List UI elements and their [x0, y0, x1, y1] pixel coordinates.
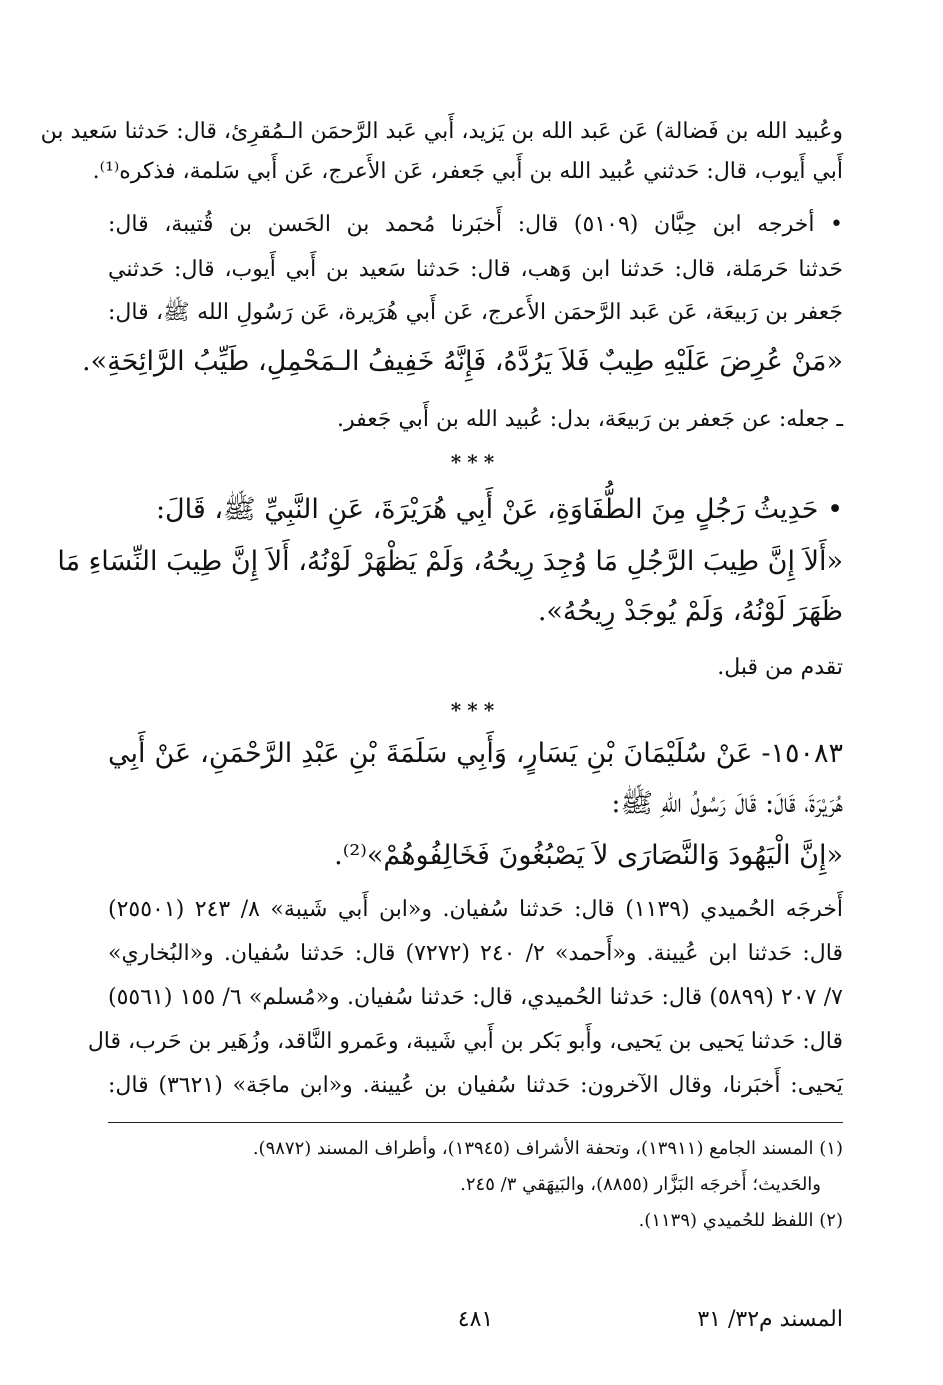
- body-line-18: قال: حَدثنا يَحيى بن يَحيى، وأَبو بَكر بن أَبي شَيبة، وعَمرو النَّاقد، وزُهَير بن حَرب، قال: [87, 1029, 843, 1054]
- body-line-15: أَخرجَه الحُميدي (١١٣٩) قال: حَدثنا سُفيان. و«ابن أَبي شَيبة» ٨/ ٢٤٣ (٢٥٥٠١): [108, 897, 844, 922]
- hadith-text-2a: «أَلاَ إِنَّ طِيبَ الرَّجُلِ مَا وُجِدَ رِيحُهُ، وَلَمْ يَظْهَرْ لَوْنُهُ، أَلاَ إِنَّ طِيبَ النِّسَاءِ مَا: [57, 546, 843, 577]
- body-line-1: وعُبيد الله بن فَضالة) عَن عَبد الله بن يَزيد، أَبي عَبد الرَّحمَن الـمُقرِئ، قال: حَدثنا سَعيد بن: [40, 119, 843, 144]
- footnote-2: (٢) اللفظ للحُميدي (١١٣٩).: [638, 1210, 843, 1231]
- hadith-text-1: «مَنْ عُرِضَ عَلَيْهِ طِيبٌ فَلاَ يَرُدَّهُ، فَإِنَّهُ خَفِيفُ الـمَحْمِلِ، طَيِّبُ الرَّائِحَةِ».: [82, 346, 843, 377]
- footnote-divider: [108, 1122, 843, 1123]
- body-line-17: ٧/ ٢٠٧ (٥٨٩٩) قال: حَدثنا الحُميدي، قال: حَدثنا سُفيان. و«مُسلم» ٦/ ١٥٥ (٥٥٦١): [108, 985, 843, 1010]
- footnote-1-continuation: والحَديث؛ أَخرجَه البَزَّار (٨٨٥٥)، والبَيهَقي ٣/ ٢٤٥.: [460, 1174, 821, 1195]
- body-line-7: ـ جعله: عن جَعفر بن رَبيعَة، بدل: عُبيد الله بن أَبي جَعفر.: [336, 407, 843, 432]
- hadith-number-line: ١٥٠٨٣- عَنْ سُلَيْمَانَ بْنِ يَسَارٍ، وَأَبِي سَلَمَةَ بْنِ عَبْدِ الرَّحْمَنِ، عَنْ أَبِي: [108, 738, 843, 769]
- volume-signature: المسند م٣٢/ ٣١: [697, 1307, 843, 1332]
- body-line-19: يَحيى: أَخبَرنا، وقال الآخرون: حَدثنا سُفيان بن عُيينة. و«ابن ماجَة» (٣٦٢١) قال:: [108, 1073, 843, 1098]
- page-number: ٤٨١: [457, 1307, 494, 1332]
- body-line-16: قال: حَدثنا ابن عُيينة. و«أَحمد» ٢/ ٢٤٠ (٧٢٧٢) قال: حَدثنا سُفيان. و«البُخاري»: [108, 941, 844, 966]
- hadith-text-3: «إِنَّ الْيَهُودَ وَالنَّصَارَى لاَ يَصْبُغُونَ فَخَالِفُوهُمْ»⁽²⁾.: [334, 840, 843, 871]
- body-line-5: جَعفر بن رَبيعَة، عَن عَبد الرَّحمَن الأَعرج، عَن أَبي هُرَيرة، عَن رَسُولِ الله ﷺ، قال:: [108, 300, 843, 325]
- footnote-1: (١) المسند الجامع (١٣٩١١)، وتحفة الأشراف (١٣٩٤٥)، وأطراف المسند (٩٨٧٢).: [252, 1138, 843, 1159]
- document-page: [40, 100, 844, 1340]
- hadith-heading-3: هُرَيْرَةَ، قَالَ: قَالَ رَسُولُ اللهِ ﷺ:: [611, 788, 843, 819]
- body-line-3: • أخرجه ابن حِبَّان (٥١٠٩) قال: أَخبَرنا مُحمد بن الحَسن بن قُتيبة، قال:: [108, 212, 843, 237]
- body-line-2: أَبي أَيوب، قال: حَدثني عُبيد الله بن أَبي جَعفر، عَن الأَعرج، عَن أَبي سَلمة، فذكره⁽¹⁾.: [92, 159, 843, 184]
- body-line-4: حَدثنا حَرمَلة، قال: حَدثنا ابن وَهب، قال: حَدثنا سَعيد بن أَبي أَيوب، قال: حَدثني: [108, 257, 843, 282]
- body-line-11: تقدم من قبل.: [717, 655, 843, 680]
- hadith-text-2b: ظَهَرَ لَوْنُهُ، وَلَمْ يُوجَدْ رِيحُهُ».: [537, 596, 843, 627]
- page-footer: [108, 1300, 843, 1340]
- section-separator-2: ***: [450, 698, 501, 722]
- section-separator-1: ***: [450, 450, 501, 474]
- hadith-heading-2: • حَدِيثُ رَجُلٍ مِنَ الطُّفَاوَةِ، عَنْ أَبِي هُرَيْرَةَ، عَنِ النَّبِيِّ ﷺ، قَالَ:: [155, 494, 843, 525]
